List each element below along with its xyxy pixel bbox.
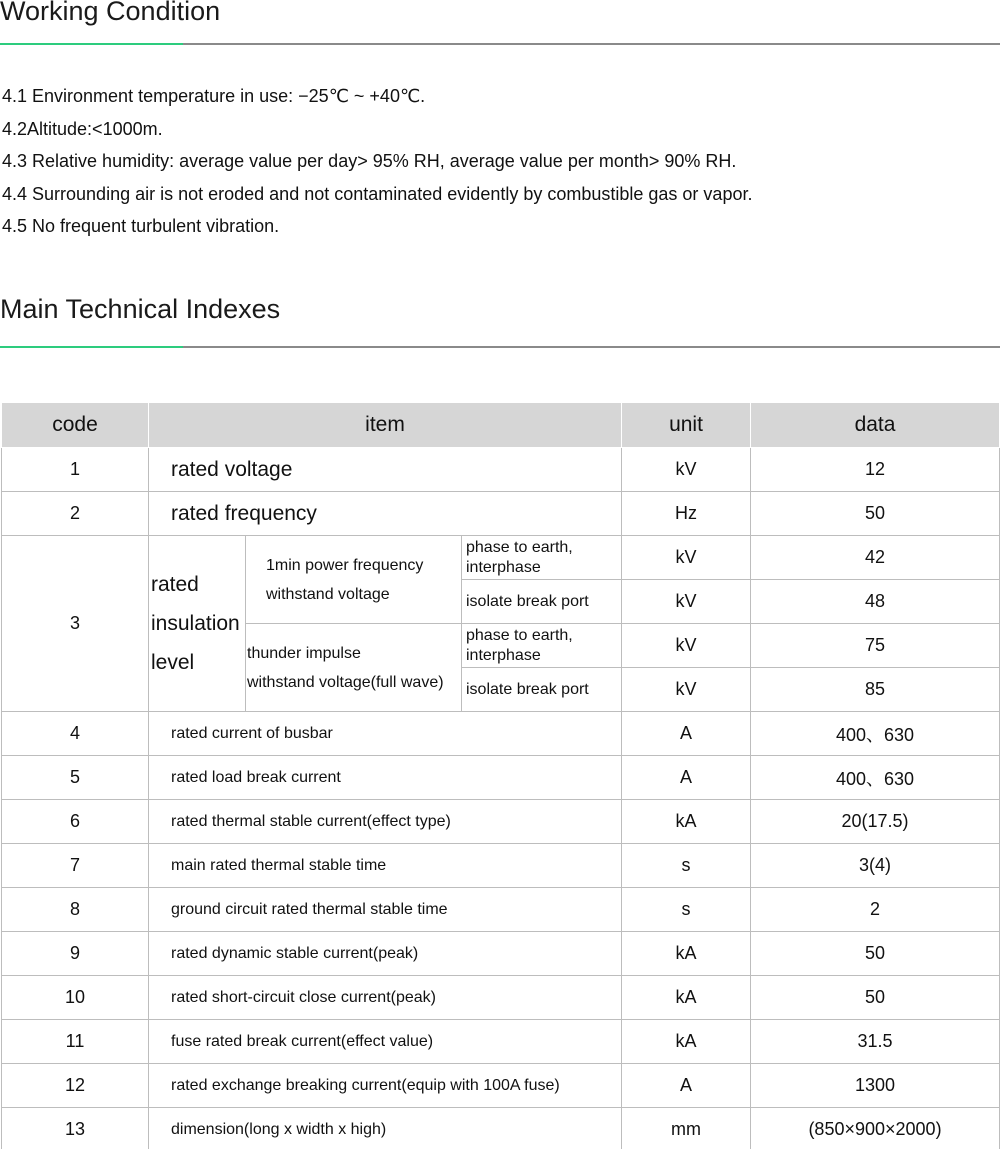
power-frequency-label: [246, 536, 462, 624]
row-unit: A: [622, 712, 751, 756]
row-unit: kV: [622, 580, 751, 624]
row-code: 6: [2, 800, 149, 844]
row-unit: s: [622, 888, 751, 932]
isolate-label: isolate break port: [462, 580, 622, 624]
row-data: 50: [751, 932, 1000, 976]
isolate-label: isolate break port: [462, 668, 622, 712]
condition-line: 4.3 Relative humidity: average value per day> 95% RH, average value per month> 90% RH.: [2, 151, 737, 171]
header-unit: unit: [622, 403, 751, 448]
sub-line: thunder impulse: [247, 644, 361, 662]
row-unit: kV: [622, 536, 751, 580]
condition-line: 4.2Altitude:<1000m.: [2, 118, 163, 139]
row-unit: kV: [622, 624, 751, 668]
table-row: [2, 844, 1000, 888]
row-data: 2: [751, 888, 1000, 932]
row-unit: A: [622, 1064, 751, 1108]
row-unit: kA: [622, 932, 751, 976]
condition-line: 4.5 No frequent turbulent vibration.: [2, 216, 280, 236]
row-data: 42: [751, 536, 1000, 580]
row-unit: A: [622, 756, 751, 800]
row-code: 12: [2, 1064, 149, 1108]
row-code: 3: [2, 536, 149, 712]
condition-line: 4.4 Surrounding air is not eroded and not contaminated evidently by combustible gas or vapor.: [2, 183, 753, 204]
sub-line: withstand voltage: [266, 585, 390, 603]
working-condition-title: Working Condition: [0, 0, 221, 26]
row-code: 2: [2, 492, 149, 536]
sub-line: withstand voltage(full wave): [247, 673, 444, 691]
row-item: main rated thermal stable time: [149, 844, 622, 888]
row-data: 400、630: [751, 712, 1000, 756]
row-item: rated frequency: [149, 492, 622, 536]
table-row: [2, 492, 1000, 536]
table-row: [2, 1020, 1000, 1064]
group-line: rated: [151, 573, 199, 596]
row-item: rated current of busbar: [149, 712, 622, 756]
table-row: [2, 448, 1000, 492]
row-item: rated voltage: [149, 448, 622, 492]
phase-earth-label: phase to earth, interphase: [462, 536, 622, 580]
row-item: ground circuit rated thermal stable time: [149, 888, 622, 932]
row-data: 50: [751, 976, 1000, 1020]
row-code: 13: [2, 1108, 149, 1149]
technical-indexes-title: Main Technical Indexes: [0, 294, 281, 324]
row-code: 9: [2, 932, 149, 976]
row-item: fuse rated break current(effect value): [149, 1020, 622, 1064]
row-item: rated thermal stable current(effect type): [149, 800, 622, 844]
row-data: (850×900×2000): [751, 1108, 1000, 1149]
row-code: 8: [2, 888, 149, 932]
row-code: 7: [2, 844, 149, 888]
row-unit: kV: [622, 668, 751, 712]
sub-line: 1min power frequency: [266, 556, 424, 574]
insulation-group-label: [149, 536, 246, 712]
table-row: [2, 932, 1000, 976]
row-data: 20(17.5): [751, 800, 1000, 844]
row-item: dimension(long x width x high): [149, 1108, 622, 1149]
group-line: insulation: [151, 612, 240, 635]
row-data: 31.5: [751, 1020, 1000, 1064]
header-item: item: [149, 403, 622, 448]
row-item: rated short-circuit close current(peak): [149, 976, 622, 1020]
row-data: 1300: [751, 1064, 1000, 1108]
impulse-label: [246, 624, 462, 712]
table-row: [2, 1108, 1000, 1149]
rule-accent: [0, 43, 183, 45]
row-unit: kA: [622, 800, 751, 844]
technical-indexes-rule: [0, 346, 1000, 348]
row-data: 3(4): [751, 844, 1000, 888]
row-data: 75: [751, 624, 1000, 668]
header-code: code: [2, 403, 149, 448]
working-condition-list: [2, 80, 752, 243]
row-data: 400、630: [751, 756, 1000, 800]
row-code: 5: [2, 756, 149, 800]
row-unit: kV: [622, 448, 751, 492]
condition-line: 4.1 Environment temperature in use: −25℃ ~ +40℃.: [2, 86, 426, 106]
table-row: [2, 712, 1000, 756]
table-row: [2, 756, 1000, 800]
table-row: [2, 800, 1000, 844]
row-unit: s: [622, 844, 751, 888]
table-row: [2, 888, 1000, 932]
rule-accent: [0, 346, 183, 348]
row-data: 50: [751, 492, 1000, 536]
technical-table: [1, 402, 1000, 1149]
table-header-row: [2, 403, 1000, 448]
row-item: rated dynamic stable current(peak): [149, 932, 622, 976]
row-data: 12: [751, 448, 1000, 492]
table-row: [2, 976, 1000, 1020]
row-unit: kA: [622, 1020, 751, 1064]
row-code: 1: [2, 448, 149, 492]
table-row-insulation-1: [2, 536, 1000, 580]
row-code: 4: [2, 712, 149, 756]
row-item: rated load break current: [149, 756, 622, 800]
table-row: [2, 1064, 1000, 1108]
row-code: 11: [2, 1020, 149, 1064]
phase-earth-label: phase to earth, interphase: [462, 624, 622, 668]
row-data: 48: [751, 580, 1000, 624]
row-unit: Hz: [622, 492, 751, 536]
row-unit: mm: [622, 1108, 751, 1149]
row-code: 10: [2, 976, 149, 1020]
header-data: data: [751, 403, 1000, 448]
row-item: rated exchange breaking current(equip with 100A fuse): [149, 1064, 622, 1108]
row-data: 85: [751, 668, 1000, 712]
group-line: level: [151, 651, 195, 674]
row-unit: kA: [622, 976, 751, 1020]
working-condition-rule: [0, 43, 1000, 45]
